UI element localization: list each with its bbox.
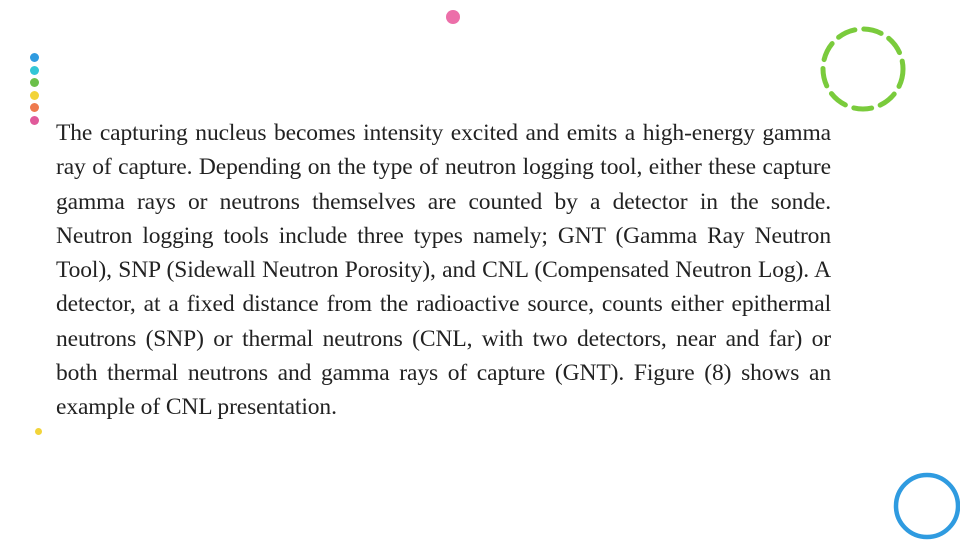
top-pink-dot (446, 10, 460, 24)
column-dot-blue (30, 53, 39, 62)
small-yellow-bullet (35, 428, 42, 435)
body-paragraph: The capturing nucleus becomes intensity excited and emits a high-energy gamma ray of capture. Depending on the type of neutron logging tool, either these capture gamma rays or neutrons themselves are counted by a detector in the sonde. Neutron logging tools include three types namely; GNT (Gamma Ray Neutron Tool), SNP (Sidewall Neutron Porosity), and CNL (Compensated Neutron Log). A detector, at a fixed distance from the radioactive source, counts either epithermal neutrons (SNP) or thermal neutrons (CNL, with two detectors, near and far) or both thermal neutrons and gamma rays of capture (GNT). Figure (8) shows an example of CNL presentation. (56, 120, 831, 421)
column-dot-orange (30, 103, 39, 112)
column-dot-green (30, 78, 39, 87)
column-dot-yellow (30, 91, 39, 100)
solid-blue-ring (893, 472, 960, 540)
column-dot-cyan (30, 66, 39, 75)
dashed-green-ring (818, 24, 908, 114)
column-dot-pink (30, 116, 39, 125)
